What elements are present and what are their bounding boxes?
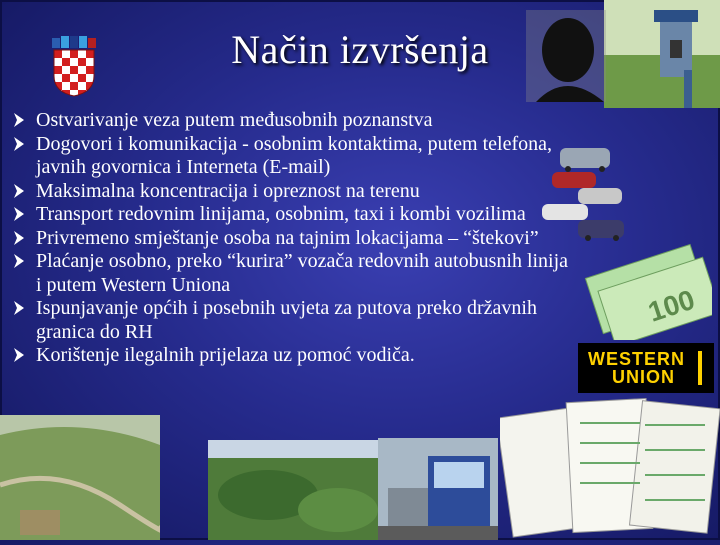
bus-station-photo xyxy=(378,438,498,540)
bullet-list xyxy=(14,109,574,368)
western-union-logo xyxy=(578,343,714,393)
arrow-bullet-icon xyxy=(14,231,24,245)
bullet-item xyxy=(14,133,574,180)
bullet-text: Korištenje ilegalnih prijelaza uz pomoć vodiča. xyxy=(36,344,415,366)
svg-text:100: 100 xyxy=(644,283,699,328)
bullet-text: Plaćanje osobno, preko “kurira” vozača redovnih autobusnih linija i putem Western Uniona xyxy=(36,250,569,296)
wu-line1: WESTERN xyxy=(588,349,685,369)
wu-line2: UNION xyxy=(612,367,675,387)
bullet-text: Privremeno smještanje osoba na tajnim lokacijama – “štekovi” xyxy=(36,226,539,249)
bullet-text: Ispunjavanje općih i posebnih uvjeta za putova preko državnih granica do RH xyxy=(36,297,537,343)
arrow-bullet-icon xyxy=(14,348,24,362)
forest-river-photo xyxy=(208,440,383,540)
bullet-item xyxy=(14,203,574,227)
bullet-text: Transport redovnim linijama, osobnim, taxi i kombi vozilima xyxy=(36,203,526,225)
arrow-bullet-icon xyxy=(14,113,24,127)
bullet-text: Dogovori i komunikacija - osobnim kontaktima, putem telefona, javnih govornica i Interneta (E-mail) xyxy=(36,132,553,178)
bullet-text: Ostvarivanje veza putem međusobnih poznanstva xyxy=(36,109,433,131)
bullet-item xyxy=(14,250,574,297)
bullet-item xyxy=(14,109,574,133)
forms-documents-image xyxy=(500,395,720,540)
euro-banknotes-image xyxy=(582,240,712,340)
bullet-item xyxy=(14,297,574,344)
bullet-item xyxy=(14,344,574,368)
wu-bar xyxy=(698,351,702,385)
arrow-bullet-icon xyxy=(14,137,24,151)
aerial-landscape-photo xyxy=(0,415,160,540)
slide-title: Način izvršenja xyxy=(231,27,489,72)
arrow-bullet-icon xyxy=(14,207,24,221)
arrow-bullet-icon xyxy=(14,254,24,268)
arrow-bullet-icon xyxy=(14,184,24,198)
bullet-text: Maksimalna koncentracija i opreznost na terenu xyxy=(36,179,420,202)
bullet-item xyxy=(14,227,574,251)
bullet-item xyxy=(14,180,574,204)
arrow-bullet-icon xyxy=(14,301,24,315)
